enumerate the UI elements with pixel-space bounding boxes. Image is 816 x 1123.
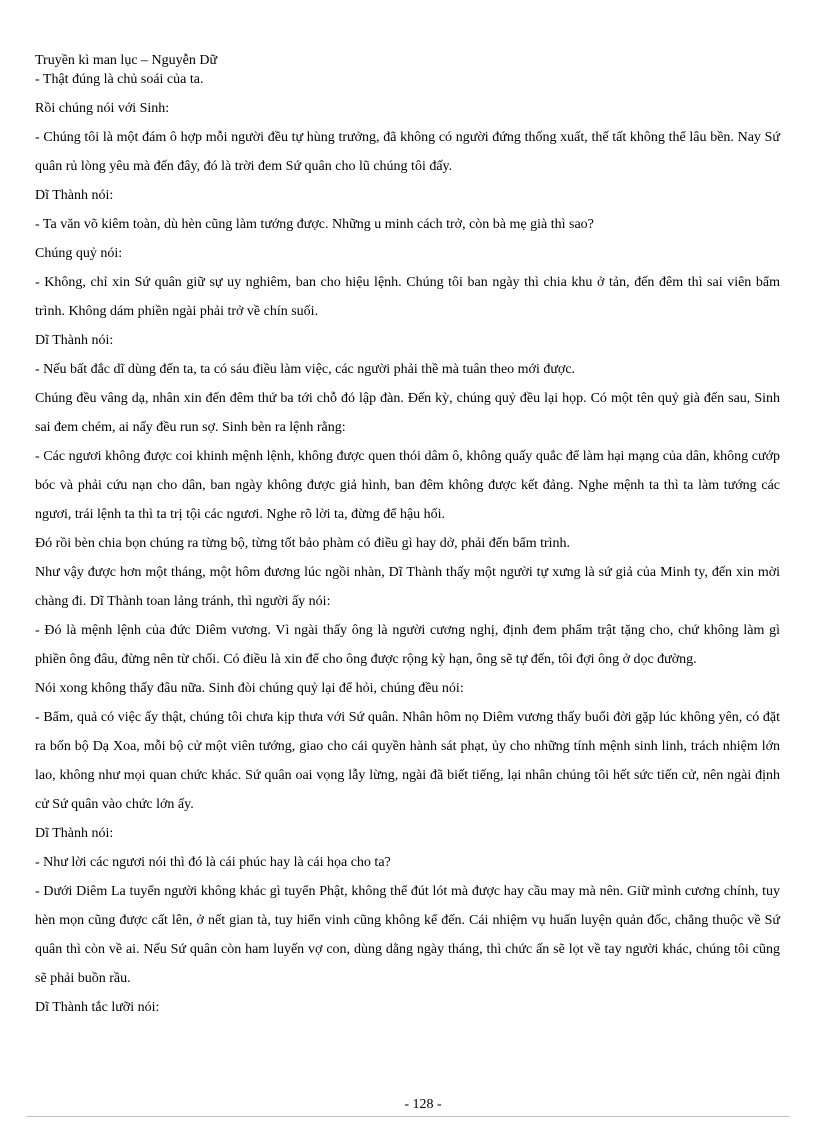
paragraph: - Bẩm, quả có việc ấy thật, chúng tôi chưa kịp thưa với Sứ quân. Nhân hôm nọ Diêm vương thấy buổi đời gặp lúc không yên, có đặt ra bốn bộ Dạ Xoa, mỗi bộ cử một viên tướng, giao cho cái quyền hành sát phạt, ủy cho những tính mệnh sinh linh, trách nhiệm lớn lao, không như mọi quan chức khác. Sứ quân oai vọng lẫy lừng, ngài đã biết tiếng, lại nhân chúng tôi hết sức tiến cử, nên ngài định cử Sứ quân vào chức lớn ấy. <box>35 710 780 812</box>
paragraph: Đó rồi bèn chia bọn chúng ra từng bộ, từng tốt bảo phàm có điều gì hay dở, phải đến bẩm trình. <box>35 536 571 551</box>
page-footer <box>0 1097 816 1113</box>
paragraph: Dĩ Thành tắc lưỡi nói: <box>35 1000 160 1015</box>
paragraph: - Thật đúng là chủ soái của ta. <box>35 72 204 87</box>
page-body <box>35 52 780 1022</box>
paragraph: Dĩ Thành nói: <box>35 333 114 348</box>
paragraph: - Nếu bất đắc dĩ dùng đến ta, ta có sáu điều làm việc, các người phải thề mà tuân theo mới được. <box>35 362 576 377</box>
paragraph: - Dưới Diêm La tuyển người không khác gì tuyển Phật, không thể đút lót mà được hay cầu may mà nên. Giữ mình cương chính, tuy hèn mọn cũng được cất lên, ở nết gian tà, tuy hiển vinh cũng không kể đến. Cái nhiệm vụ huấn luyện quản đốc, chẳng thuộc về Sứ quân thì còn về ai. Nếu Sứ quân còn ham luyến vợ con, dùng dằng ngày tháng, thì chức ấn sẽ lọt về tay người khác, chúng tôi cũng sẽ phải buồn rầu. <box>35 884 780 986</box>
paragraph: - Như lời các ngươi nói thì đó là cái phúc hay là cái họa cho ta? <box>35 855 391 870</box>
paragraph: Dĩ Thành nói: <box>35 188 114 203</box>
paragraph: - Các ngươi không được coi khinh mệnh lệnh, không được quen thói dâm ô, không quấy quắc để làm hại mạng của dân, không cướp bóc và phải cứu nạn cho dân, ban ngày không được giả hình, ban đêm không được kết đảng. Nghe mệnh ta thì ta làm tướng các ngươi, trái lệnh ta thì ta trị tội các ngươi. Nghe rõ lời ta, đừng để hậu hối. <box>35 449 780 522</box>
paragraph: Như vậy được hơn một tháng, một hôm đương lúc ngồi nhàn, Dĩ Thành thấy một người tự xưng là sứ giả của Minh ty, đến xin mời chàng đi. Dĩ Thành toan lảng tránh, thì người ấy nói: <box>35 565 780 609</box>
paragraph: Chúng quỷ nói: <box>35 246 123 261</box>
paragraph: - Ta văn võ kiêm toàn, dù hèn cũng làm tướng được. Những u minh cách trở, còn bà mẹ già thì sao? <box>35 217 594 232</box>
page-number: - 128 - <box>404 1097 442 1112</box>
paragraph: Chúng đều vâng dạ, nhân xin đến đêm thứ ba tới chỗ đó lập đàn. Đến kỳ, chúng quỷ đều lại họp. Có một tên quỷ già đến sau, Sinh sai đem chém, ai nấy đều run sợ. Sinh bèn ra lệnh rằng: <box>35 391 780 435</box>
paragraph: - Không, chỉ xin Sứ quân giữ sự uy nghiêm, ban cho hiệu lệnh. Chúng tôi ban ngày thì chia khu ở tản, đến đêm thì sai viên bẩm trình. Không dám phiền ngài phải trở về chín suối. <box>35 275 780 319</box>
paragraph: - Đó là mệnh lệnh của đức Diêm vương. Vì ngài thấy ông là người cương nghị, định đem phẩm trật tặng cho, chứ không làm gì phiền ông đâu, đừng nên từ chối. Có điều là xin để cho ông được rộng kỳ hạn, ông sẽ tự đến, tôi đợi ông ở dọc đường. <box>35 623 780 667</box>
running-header: Truyền kì man lục – Nguyễn Dữ <box>35 53 218 68</box>
paragraph: Nói xong không thấy đâu nữa. Sinh đòi chúng quỷ lại để hỏi, chúng đều nói: <box>35 681 464 696</box>
paragraph: Dĩ Thành nói: <box>35 826 114 841</box>
paragraph: - Chúng tôi là một đám ô hợp mỗi người đều tự hùng trưởng, đã không có người đứng thống xuất, thế tất không thể lâu bền. Nay Sứ quân rủ lòng yêu mà đến đây, đó là trời đem Sứ quân cho lũ chúng tôi đấy. <box>35 130 780 174</box>
footer-divider <box>27 1116 789 1117</box>
paragraph: Rồi chúng nói với Sinh: <box>35 101 170 116</box>
